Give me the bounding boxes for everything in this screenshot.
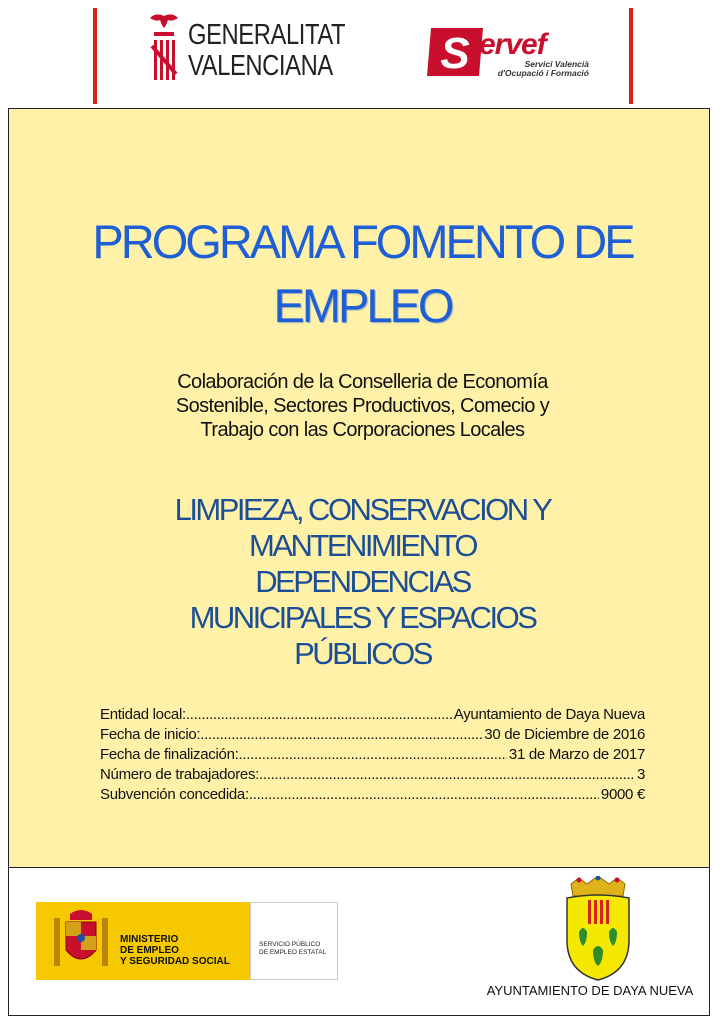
project-subject <box>0 492 725 672</box>
program-title-line2: EMPLEO <box>273 279 452 332</box>
detail-label: Fecha de finalización: <box>100 746 239 763</box>
subject-line4: MUNICIPALES Y ESPACIOS <box>189 600 536 635</box>
detail-value: 9000 € <box>600 786 645 803</box>
subject-line1: LIMPIEZA, CONSERVACION Y <box>174 492 551 527</box>
servef-logo <box>425 24 595 86</box>
program-details <box>100 705 645 805</box>
detail-value: 31 de Marzo de 2017 <box>508 746 645 763</box>
gva-line1: GENERALITAT <box>188 19 346 51</box>
generalitat-logo <box>146 12 346 90</box>
subject-line2: MANTENIMIENTO <box>249 528 476 563</box>
dot-leader <box>200 725 482 745</box>
generalitat-emblem-icon <box>146 12 182 88</box>
detail-label: Número de trabajadores: <box>100 766 260 783</box>
collab-line3: Trabajo con las Corporaciones Locales <box>200 419 525 441</box>
detail-row <box>100 725 645 745</box>
sepe-line2: DE EMPLEO ESTATAL <box>259 949 327 956</box>
servef-wordmark: ervef <box>479 28 546 61</box>
detail-row <box>100 745 645 765</box>
servef-sub-line2: d'Ocupació i Formació <box>497 68 589 78</box>
ministry-line1: MINISTERIO <box>120 934 179 945</box>
ministry-line3: Y SEGURIDAD SOCIAL <box>120 956 230 967</box>
detail-value: 3 <box>636 766 645 783</box>
subject-line3: DEPENDENCIAS <box>255 564 470 599</box>
dot-leader <box>239 745 507 765</box>
header-divider-left <box>93 8 97 104</box>
detail-label: Subvención concedida: <box>100 786 249 803</box>
detail-label: Entidad local: <box>100 706 186 723</box>
subject-line5: PÚBLICOS <box>294 636 431 671</box>
detail-value: Ayuntamiento de Daya Nueva <box>453 706 645 723</box>
servef-sub-line1: Servici Valencià <box>524 59 589 69</box>
detail-row <box>100 765 645 785</box>
program-title-line1: PROGRAMA FOMENTO DE <box>92 215 633 268</box>
detail-row <box>100 785 645 805</box>
detail-value: 30 de Diciembre de 2016 <box>484 726 645 743</box>
spain-coat-of-arms-icon <box>46 906 116 976</box>
detail-label: Fecha de inicio: <box>100 726 201 743</box>
gva-line2: VALENCIANA <box>188 50 333 82</box>
daya-nueva-shield <box>553 876 643 984</box>
detail-row <box>100 705 645 725</box>
sepe-logo <box>250 902 338 980</box>
collab-line2: Sostenible, Sectores Productivos, Comecio y <box>175 395 550 417</box>
municipal-shield-icon <box>553 876 643 984</box>
ministry-line2: DE EMPLEO <box>120 945 179 956</box>
sepe-line1: SERVICIO PÚBLICO <box>259 941 321 948</box>
servef-subtitle <box>489 60 589 78</box>
sepe-name <box>259 941 326 957</box>
collaboration-text <box>0 370 725 442</box>
generalitat-wordmark <box>188 20 345 82</box>
header-divider-right <box>629 8 633 104</box>
collab-line1: Colaboración de la Conselleria de Economía <box>177 371 548 393</box>
dot-leader <box>259 765 635 785</box>
servef-s-icon <box>425 24 485 80</box>
town-hall-name: AYUNTAMIENTO DE DAYA NUEVA <box>486 983 694 998</box>
dot-leader <box>249 785 599 805</box>
ministry-logo <box>36 902 250 980</box>
ministry-name <box>120 934 230 967</box>
dot-leader <box>186 705 452 725</box>
svg-text:S: S <box>440 29 470 78</box>
